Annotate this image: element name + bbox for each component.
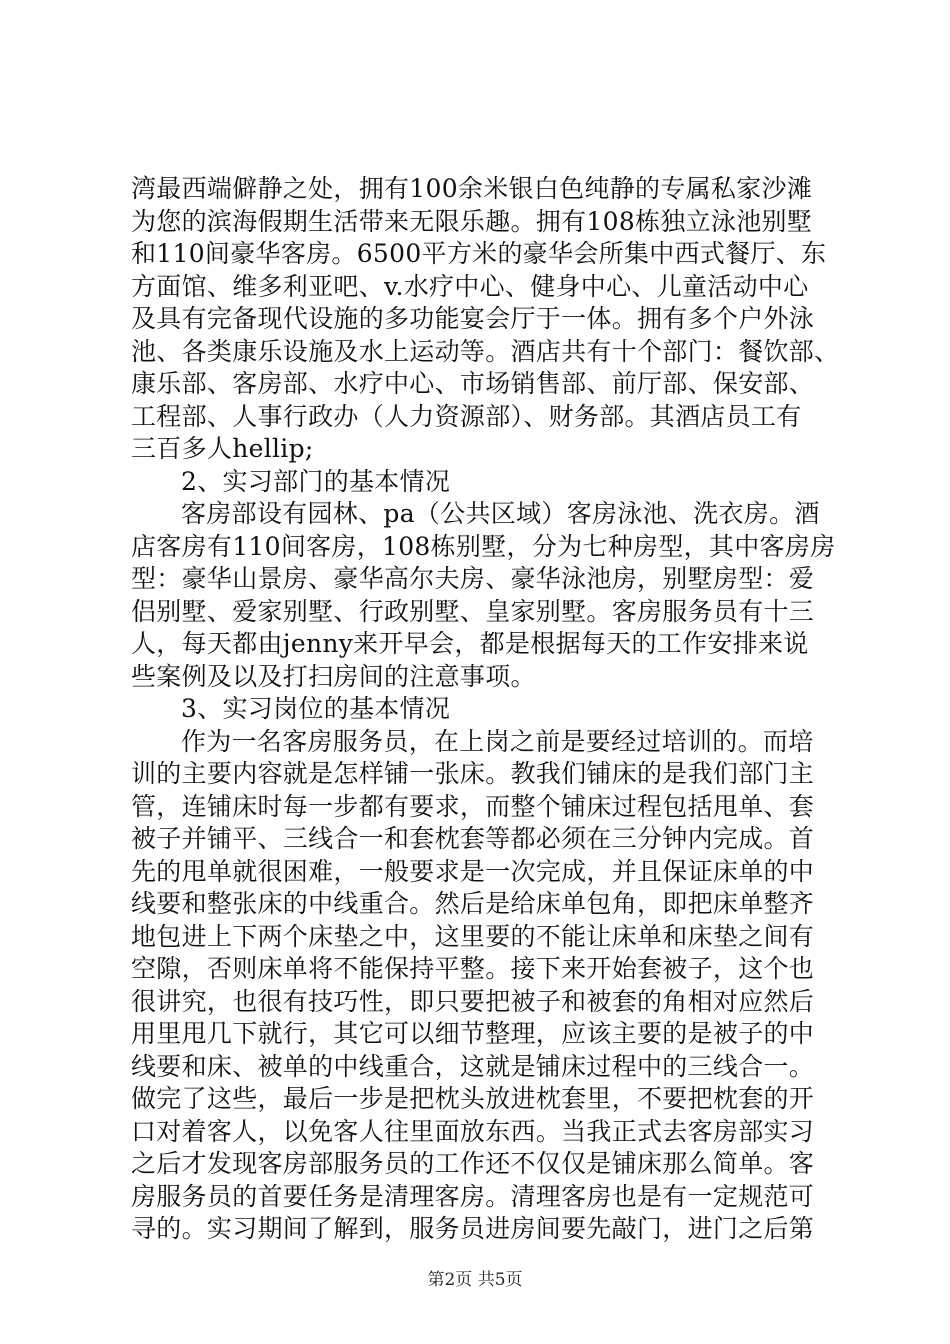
text-line: 3、实习岗位的基本情况 — [181, 694, 451, 723]
text-line: 店客房有110间客房，108栋别墅，分为七种房型，其中客房房 — [131, 531, 836, 561]
body-text — [131, 173, 840, 1246]
text-line: 房服务员的首要任务是清理客房。清理客房也是有一定规范可 — [131, 1181, 815, 1211]
text-line: 和110间豪华客房。6500平方米的豪华会所集中西式餐厅、东 — [131, 239, 827, 268]
text-line: 地包进上下两个床垫之中，这里要的不能让床单和床垫之间有 — [131, 921, 815, 951]
text-line: 很讲究，也很有技巧性，即只要把被子和被套的角相对应然后 — [131, 986, 815, 1016]
text-line: 池、各类康乐设施及水上运动等。酒店共有十个部门：餐饮部、 — [131, 336, 840, 366]
page-footer: 第2页 共5页 — [427, 1270, 523, 1290]
text-line: 作为一名客房服务员，在上岗之前是要经过培训的。而培 — [181, 726, 814, 756]
text-line: 三百多人hellip; — [131, 434, 314, 463]
text-line: 口对着客人，以免客人往里面放东西。当我正式去客房部实习 — [131, 1116, 815, 1146]
text-line: 湾最西端僻静之处，拥有100余米银白色纯静的专属私家沙滩 — [131, 174, 813, 203]
text-line: 些案例及以及打扫房间的注意事项。 — [131, 661, 536, 691]
text-line: 寻的。实习期间了解到，服务员进房间要先敲门，进门之后第 — [131, 1214, 815, 1243]
text-line: 人，每天都由jenny来开早会，都是根据每天的工作安排来说 — [131, 629, 809, 658]
text-line: 之后才发现客房部服务员的工作还不仅仅是铺床那么简单。客 — [131, 1149, 815, 1178]
text-line: 客房部设有园林、pa（公共区域）客房泳池、洗衣房。酒 — [181, 499, 820, 528]
text-line: 工程部、人事行政办（人力资源部）、财务部。其酒店员工有 — [131, 401, 802, 431]
text-line: 空隙，否则床单将不能保持平整。接下来开始套被子，这个也 — [131, 954, 815, 983]
text-line: 型：豪华山景房、豪华高尔夫房、豪华泳池房，别墅房型：爱 — [131, 564, 815, 593]
text-line: 管，连铺床时每一步都有要求，而整个铺床过程包括甩单、套 — [131, 791, 815, 821]
text-line: 侣别墅、爱家别墅、行政别墅、皇家别墅。客房服务员有十三 — [131, 596, 815, 626]
text-line: 训的主要内容就是怎样铺一张床。教我们铺床的是我们部门主 — [131, 759, 815, 788]
text-line: 被子并铺平、三线合一和套枕套等都必须在三分钟内完成。首 — [131, 824, 815, 853]
text-line: 为您的滨海假期生活带来无限乐趣。拥有108栋独立泳池别墅 — [131, 206, 813, 236]
text-line: 康乐部、客房部、水疗中心、市场销售部、前厅部、保安部、 — [131, 369, 815, 398]
text-line: 方面馆、维多利亚吧、v.水疗中心、健身中心、儿童活动中心 — [131, 271, 809, 301]
text-line: 线要和床、被单的中线重合，这就是铺床过程中的三线合一。 — [131, 1051, 815, 1081]
text-line: 做完了这些，最后一步是把枕头放进枕套里，不要把枕套的开 — [131, 1084, 815, 1113]
text-line: 2、实习部门的基本情况 — [181, 466, 451, 496]
text-line: 线要和整张床的中线重合。然后是给床单包角，即把床单整齐 — [131, 889, 815, 918]
text-line: 及具有完备现代设施的多功能宴会厅于一体。拥有多个户外泳 — [131, 304, 815, 333]
text-line: 先的甩单就很困难，一般要求是一次完成，并且保证床单的中 — [131, 856, 815, 886]
text-line: 用里甩几下就行，其它可以细节整理，应该主要的是被子的中 — [131, 1019, 815, 1048]
